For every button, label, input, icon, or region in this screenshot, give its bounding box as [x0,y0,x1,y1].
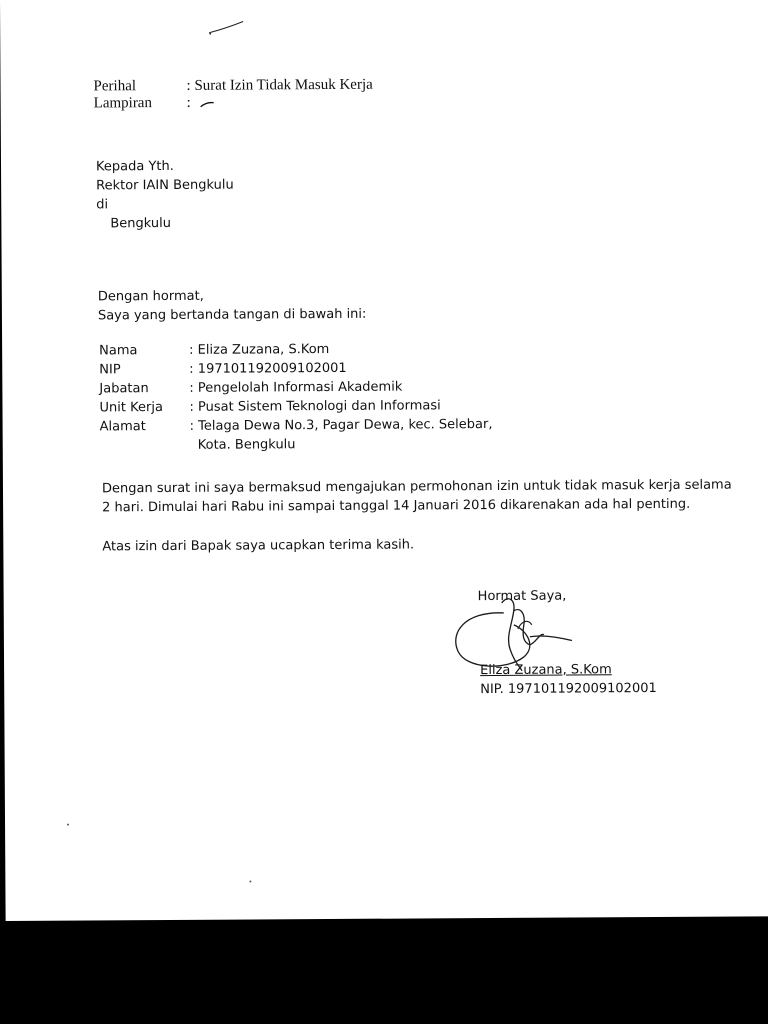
identity-value: : Eliza Zuzana, S.Kom [189,341,330,358]
body-block [101,477,732,562]
identity-value: : 197101192009102001 [189,360,347,377]
lampiran-value: : [186,94,191,111]
identity-label: Nama [99,343,138,359]
signature-block [444,584,665,705]
scan-speck [249,880,251,882]
salutation: Dengan hormat, [97,288,204,305]
signature-closing: Hormat Saya, [477,588,567,605]
recipient-line-4: Bengkulu [110,215,172,232]
identity-value: : Pengelolah Informasi Akademik [189,379,403,396]
lampiran-dash [200,101,216,109]
perihal-value: : Surat Izin Tidak Masuk Kerja [186,76,373,94]
identity-table [99,341,520,454]
identity-label: Jabatan [99,381,149,397]
lampiran-label: Lampiran [93,95,152,112]
recipient-block [96,158,396,240]
identity-value-cont: Kota. Bengkulu [197,437,296,453]
recipient-line-2: Rektor IAIN Bengkulu [96,177,234,194]
identity-label: Unit Kerja [99,400,163,416]
recipient-line-3: di [96,197,109,213]
greeting-block [98,287,458,329]
identity-label: Alamat [99,419,146,435]
signer-name: Eliza Zuzana, S.Kom [480,662,612,679]
scan-speck [67,824,69,826]
identity-value: : Pusat Sistem Teknologi dan Informasi [189,398,441,415]
recipient-line-1: Kepada Yth. [95,158,174,175]
body-line-2: 2 hari. Dimulai hari Rabu ini sampai tanggal 14 Januari 2016 dikarenakan ada hal penting. [102,496,691,516]
identity-label: NIP [99,362,121,378]
pen-mark [205,16,250,38]
identity-value: : Telaga Dewa No.3, Pagar Dewa, kec. Selebar, [189,416,493,434]
perihal-label: Perihal [93,78,137,95]
closing-sentence: Atas izin dari Bapak saya ucapkan terima kasih. [102,537,415,555]
body-line-1: Dengan surat ini saya bermaksud mengajukan permohonan izin untuk tidak masuk kerja selama [101,477,732,497]
header-block [93,76,513,119]
signer-nip: NIP. 197101192009102001 [480,681,657,698]
intro-line: Saya yang bertanda tangan di bawah ini: [97,306,367,324]
